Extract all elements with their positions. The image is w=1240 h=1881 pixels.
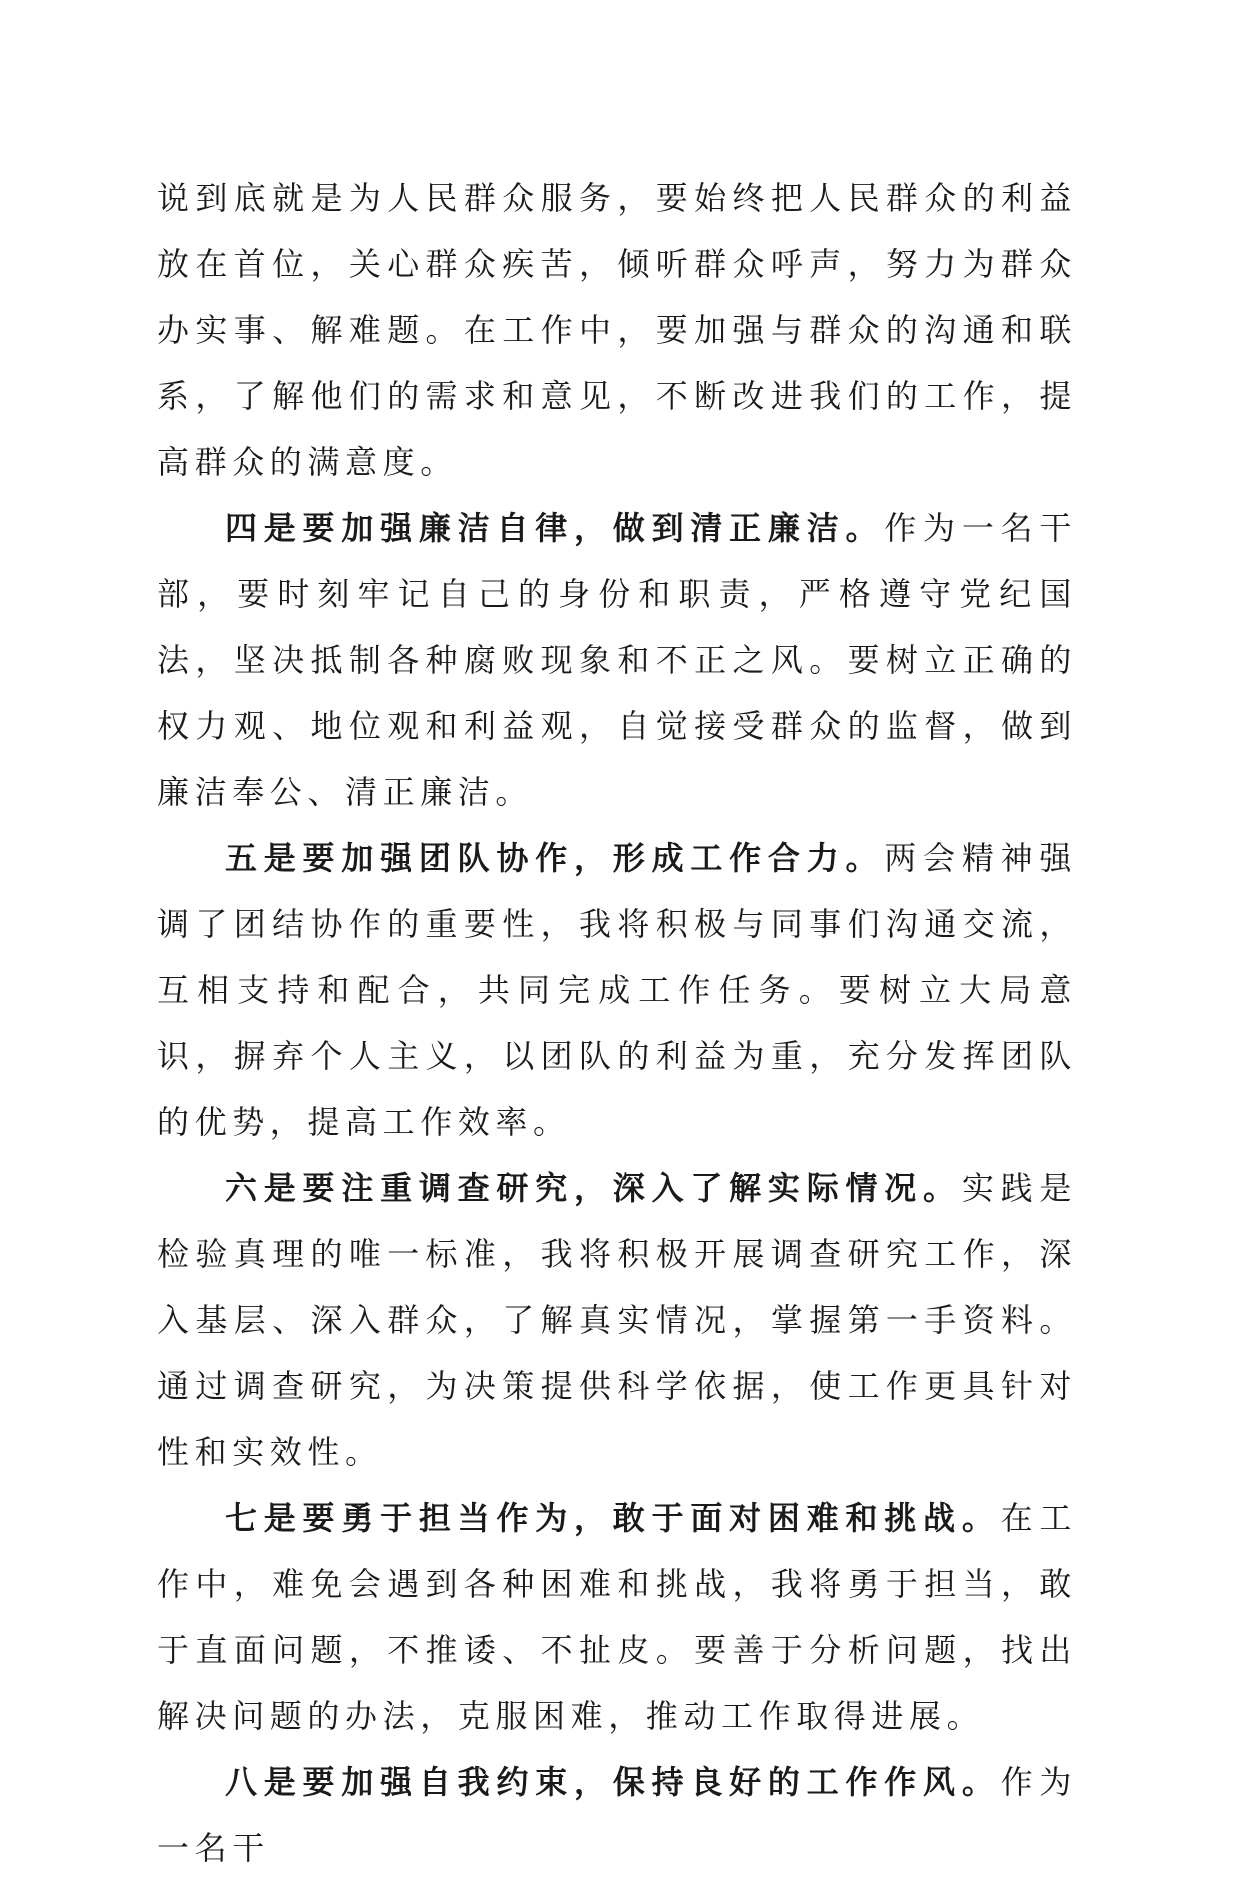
paragraph-heading: 五是要加强团队协作，形成工作合力。 (225, 839, 885, 877)
paragraph-point-6 (157, 1155, 1077, 1485)
paragraph-continued (157, 165, 1077, 495)
paragraph-text: 作为一名干部，要时刻牢记自己的身份和职责，严格遵守党纪国法，坚决抵制各种腐败现象和不正之风。要树立正确的权力观、地位观和利益观，自觉接受群众的监督，做到廉洁奉公、清正廉洁。 (157, 509, 1077, 811)
paragraph-heading: 七是要勇于担当作为，敢于面对困难和挑战。 (225, 1499, 1001, 1537)
paragraph-heading: 八是要加强自我约束，保持良好的工作作风。 (225, 1763, 1001, 1801)
paragraph-point-7 (157, 1485, 1077, 1749)
paragraph-text: 在工作中，难免会遇到各种困难和挑战，我将勇于担当，敢于直面问题，不推诿、不扯皮。要善于分析问题，找出解决问题的办法，克服困难，推动工作取得进展。 (157, 1499, 1077, 1735)
paragraph-text: 作为一名干 (157, 1763, 1077, 1867)
paragraph-point-8 (157, 1749, 1077, 1881)
paragraph-heading: 六是要注重调查研究，深入了解实际情况。 (225, 1169, 962, 1207)
paragraph-text: 实践是检验真理的唯一标准，我将积极开展调查研究工作，深入基层、深入群众，了解真实情况，掌握第一手资料。通过调查研究，为决策提供科学依据，使工作更具针对性和实效性。 (157, 1169, 1077, 1471)
paragraph-point-5 (157, 825, 1077, 1155)
document-body (157, 165, 1077, 1881)
paragraph-text: 两会精神强调了团结协作的重要性，我将积极与同事们沟通交流，互相支持和配合，共同完成工作任务。要树立大局意识，摒弃个人主义，以团队的利益为重，充分发挥团队的优势，提高工作效率。 (157, 839, 1077, 1141)
paragraph-heading: 四是要加强廉洁自律，做到清正廉洁。 (225, 509, 885, 547)
paragraph-point-4 (157, 495, 1077, 825)
paragraph-text: 说到底就是为人民群众服务，要始终把人民群众的利益放在首位，关心群众疾苦，倾听群众呼声，努力为群众办实事、解难题。在工作中，要加强与群众的沟通和联系，了解他们的需求和意见，不断改进我们的工作，提高群众的满意度。 (157, 179, 1077, 481)
